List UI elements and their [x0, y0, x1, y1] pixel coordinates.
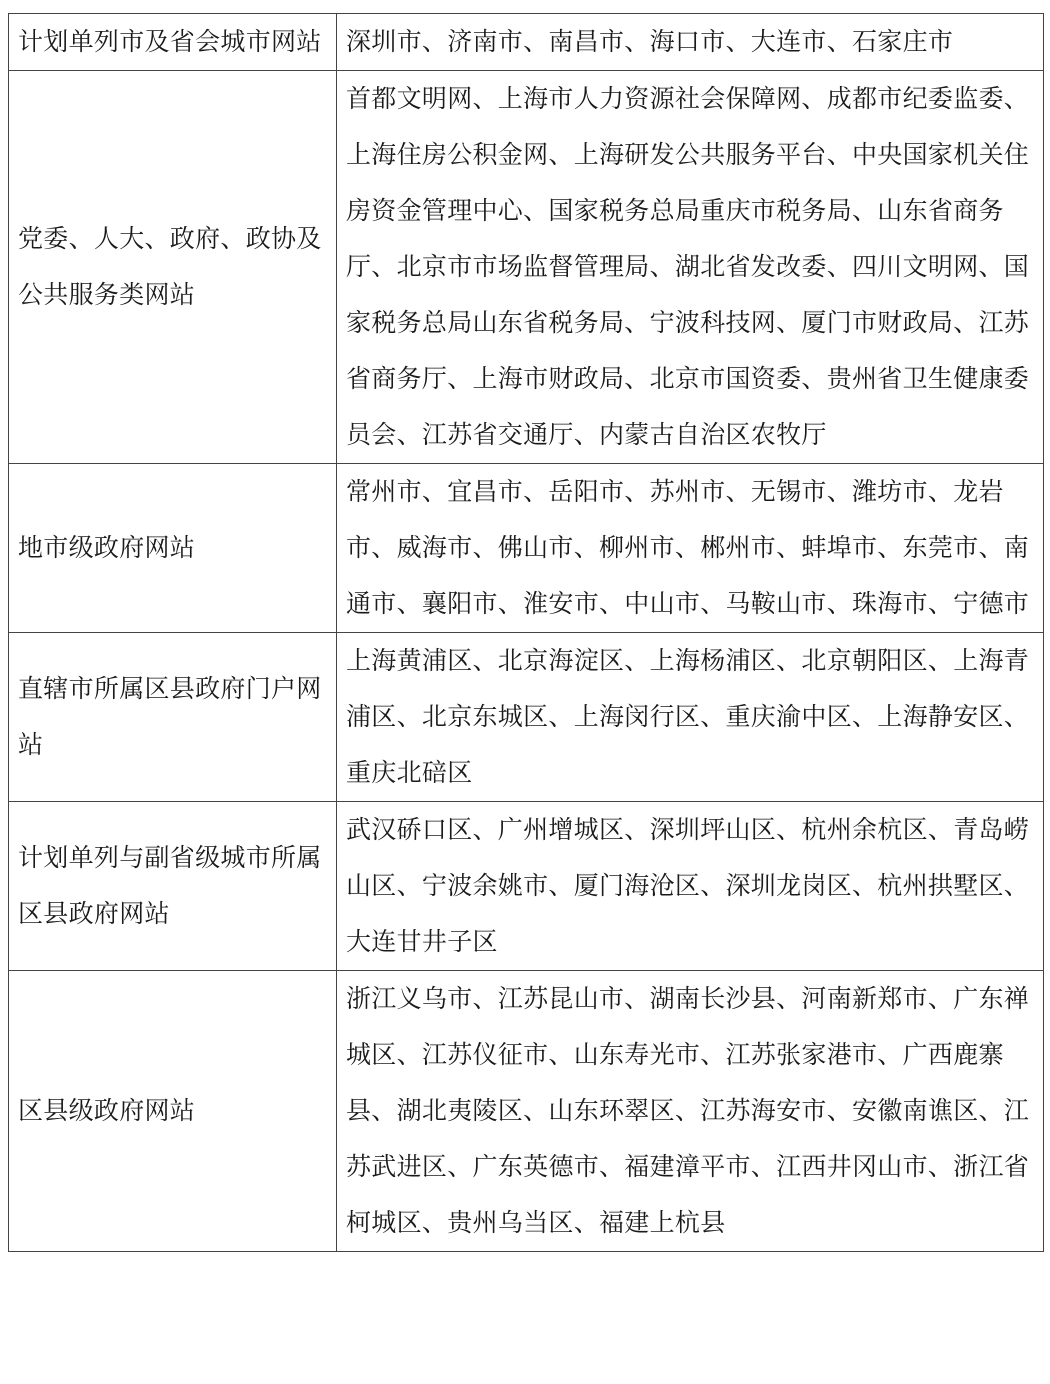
table-row — [9, 971, 1044, 1252]
table-row — [9, 14, 1044, 71]
website-list-table — [8, 13, 1044, 1252]
category-cell: 计划单列市及省会城市网站 — [9, 14, 337, 71]
sites-cell: 深圳市、济南市、南昌市、海口市、大连市、石家庄市 — [337, 14, 1044, 71]
table-row — [9, 802, 1044, 971]
sites-cell: 首都文明网、上海市人力资源社会保障网、成都市纪委监委、上海住房公积金网、上海研发公共服务平台、中央国家机关住房资金管理中心、国家税务总局重庆市税务局、山东省商务厅、北京市市场监督管理局、湖北省发改委、四川文明网、国家税务总局山东省税务局、宁波科技网、厦门市财政局、江苏省商务厅、上海市财政局、北京市国资委、贵州省卫生健康委员会、江苏省交通厅、内蒙古自治区农牧厅 — [337, 71, 1044, 464]
sites-cell: 浙江义乌市、江苏昆山市、湖南长沙县、河南新郑市、广东禅城区、江苏仪征市、山东寿光市、江苏张家港市、广西鹿寨县、湖北夷陵区、山东环翠区、江苏海安市、安徽南谯区、江苏武进区、广东英德市、福建漳平市、江西井冈山市、浙江省柯城区、贵州乌当区、福建上杭县 — [337, 971, 1044, 1252]
sites-cell: 武汉硚口区、广州增城区、深圳坪山区、杭州余杭区、青岛崂山区、宁波余姚市、厦门海沧区、深圳龙岗区、杭州拱墅区、大连甘井子区 — [337, 802, 1044, 971]
table-row — [9, 71, 1044, 464]
table-row — [9, 464, 1044, 633]
sites-cell: 上海黄浦区、北京海淀区、上海杨浦区、北京朝阳区、上海青浦区、北京东城区、上海闵行区、重庆渝中区、上海静安区、重庆北碚区 — [337, 633, 1044, 802]
category-cell: 直辖市所属区县政府门户网站 — [9, 633, 337, 802]
category-cell: 党委、人大、政府、政协及公共服务类网站 — [9, 71, 337, 464]
category-cell: 区县级政府网站 — [9, 971, 337, 1252]
category-cell: 计划单列与副省级城市所属区县政府网站 — [9, 802, 337, 971]
table-row — [9, 633, 1044, 802]
category-cell: 地市级政府网站 — [9, 464, 337, 633]
sites-cell: 常州市、宜昌市、岳阳市、苏州市、无锡市、潍坊市、龙岩市、威海市、佛山市、柳州市、郴州市、蚌埠市、东莞市、南通市、襄阳市、淮安市、中山市、马鞍山市、珠海市、宁德市 — [337, 464, 1044, 633]
